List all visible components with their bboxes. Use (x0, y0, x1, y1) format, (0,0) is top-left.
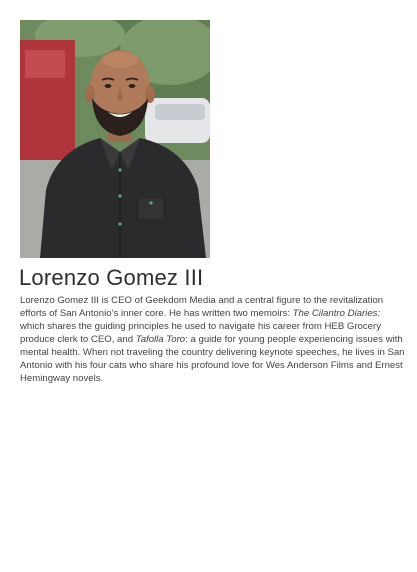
book-title-tafolla-toro: Tafolla Toro (135, 334, 186, 345)
author-name: Lorenzo Gomez III (19, 265, 204, 290)
bio-book2-description: : a guide for young people experiencing issues with mental health. When not traveling the country delivering keynote speeches, he lives in San Antonio with his four cats who share his profound love for Wes Anderson Films and Ernest Hemingway novels. (20, 334, 405, 384)
book-title-cilantro-diaries: The Cilantro Diaries: (292, 308, 381, 319)
author-photo (20, 20, 210, 258)
author-bio (20, 294, 405, 385)
bio-book1-description: which shares the guiding principles he used to navigate his career from HEB Grocery produce clerk to CEO, and (20, 321, 382, 345)
bio-intro: Lorenzo Gomez III is CEO of Geekdom Media and a central figure to the revitalization efforts of San Antonio’s inner core. He has written two memoirs: (20, 295, 384, 319)
portrait-image (20, 20, 210, 258)
